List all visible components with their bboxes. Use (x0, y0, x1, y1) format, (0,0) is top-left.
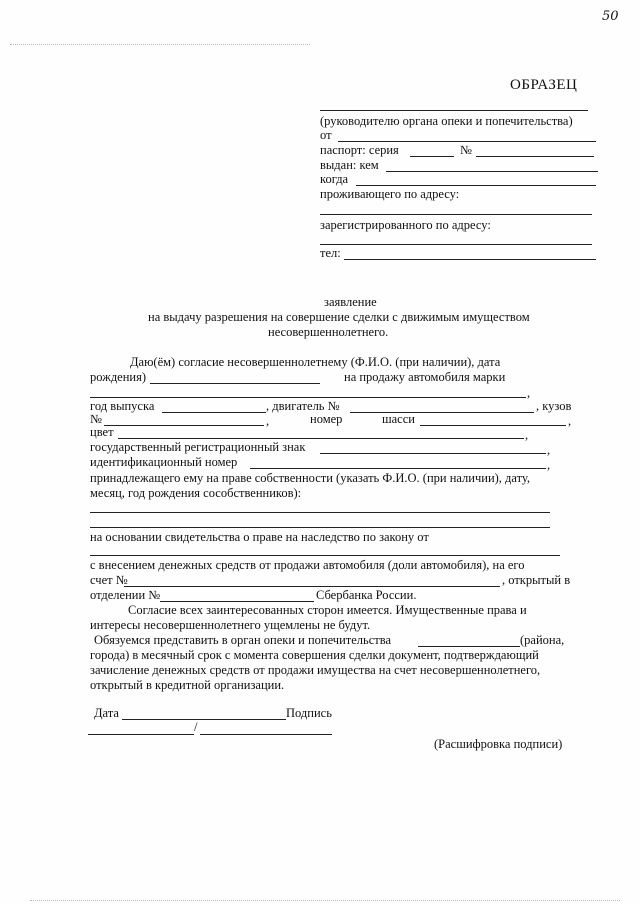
branch-field[interactable] (160, 601, 314, 602)
vin-field[interactable] (250, 468, 546, 469)
issued-when-label: когда (320, 172, 349, 186)
reg-sign-label: государственный регистрационный знак (90, 440, 306, 454)
date-field[interactable] (122, 719, 286, 720)
birth-label: рождения) (90, 370, 147, 384)
opened-label: , открытый в (502, 573, 571, 587)
oblige-line4: открытый в кредитной организации. (90, 678, 285, 692)
branch-label: отделении № (90, 588, 161, 602)
birth-field[interactable] (150, 383, 320, 384)
phone-label: тел: (320, 246, 341, 260)
color-field[interactable] (118, 438, 524, 439)
sberbank-label: Сбербанка России. (316, 588, 417, 602)
passport-series-field[interactable] (410, 156, 454, 157)
signature-slash: / (194, 720, 198, 734)
signature-label: Подпись (286, 706, 332, 720)
residing-label: проживающего по адресу: (320, 187, 460, 201)
phone-field[interactable] (344, 259, 596, 260)
year-label: год выпуска (90, 399, 155, 413)
consent-line1: Даю(ём) согласие несовершеннолетнему (Ф.И.О. (при наличии), дата (130, 355, 501, 369)
comma-3: , (568, 414, 572, 428)
body-number-field[interactable] (104, 425, 264, 426)
issued-when-field[interactable] (356, 185, 596, 186)
account-label: счет № (90, 573, 128, 587)
reg-sign-field[interactable] (320, 453, 546, 454)
signature-field[interactable] (88, 734, 194, 735)
comma-2: , (266, 414, 270, 428)
body-label: , кузов (536, 399, 572, 413)
sample-label: ОБРАЗЕЦ (510, 77, 578, 93)
issued-by-label: выдан: кем (320, 158, 379, 172)
car-brand-field[interactable] (90, 397, 526, 398)
comma-1: , (527, 386, 531, 400)
from-field[interactable] (338, 141, 596, 142)
page-number: 50 (602, 9, 619, 24)
title-line3: несовершеннолетнего. (268, 325, 389, 339)
comma-4: , (525, 428, 529, 442)
authority-field[interactable] (418, 646, 520, 647)
deposit-line: с внесением денежных средств от продажи автомобиля (доли автомобиля), на его (90, 558, 525, 572)
sale-label: на продажу автомобиля марки (344, 370, 506, 384)
passport-series-label: паспорт: серия (320, 143, 399, 157)
account-field[interactable] (124, 586, 500, 587)
registered-label: зарегистрированного по адресу: (320, 218, 491, 232)
title-line1: заявление (324, 295, 377, 309)
registered-field[interactable] (320, 244, 592, 245)
engine-label: , двигатель № (266, 399, 340, 413)
passport-number-field[interactable] (476, 156, 594, 157)
oblige-region: (района, (520, 633, 565, 647)
owned-line2: месяц, год рождения сособственников): (90, 486, 302, 500)
consent-all-line1: Согласие всех заинтересованных сторон имеется. Имущественные права и (128, 603, 527, 617)
oblige-line3: зачисление денежных средств от продажи имущества на счет несовершеннолетнего, (90, 663, 541, 677)
passport-number-label: № (460, 143, 472, 157)
issued-by-field[interactable] (386, 171, 598, 172)
chassis-label: шасси (382, 412, 415, 426)
chassis-field[interactable] (420, 425, 566, 426)
engine-field[interactable] (350, 412, 534, 413)
decoding-label: (Расшифровка подписи) (434, 737, 563, 751)
oblige-line2: города) в месячный срок с момента совершения сделки документ, подтверждающий (90, 648, 539, 662)
signature-name-field[interactable] (200, 734, 332, 735)
co-owners-field-2[interactable] (90, 527, 550, 528)
recipient-line[interactable] (320, 110, 588, 111)
recipient-caption: (руководителю органа опеки и попечительства) (320, 114, 573, 128)
scan-artifact-bottom (30, 900, 620, 901)
date-label: Дата (94, 706, 119, 720)
from-label: от (320, 128, 332, 142)
residing-field[interactable] (320, 214, 592, 215)
co-owners-field-1[interactable] (90, 512, 550, 513)
body-number-sign: № (90, 412, 102, 426)
owned-line1: принадлежащего ему на праве собственности (указать Ф.И.О. (при наличии), дату, (90, 471, 531, 485)
vin-label: идентификационный номер (90, 455, 238, 469)
basis-field[interactable] (90, 555, 560, 556)
oblige-line1: Обязуемся представить в орган опеки и попечительства (94, 633, 392, 647)
title-line2: на выдачу разрешения на совершение сделки с движимым имуществом (148, 310, 530, 324)
consent-all-line2: интересы несовершеннолетнего ущемлены не будут. (90, 618, 371, 632)
comma-5: , (547, 443, 551, 457)
basis-line: на основании свидетельства о праве на наследство по закону от (90, 530, 429, 544)
scan-artifact-top (10, 44, 310, 45)
number-label: номер (310, 412, 343, 426)
color-label: цвет (90, 425, 114, 439)
comma-6: , (547, 458, 551, 472)
year-field[interactable] (162, 412, 266, 413)
